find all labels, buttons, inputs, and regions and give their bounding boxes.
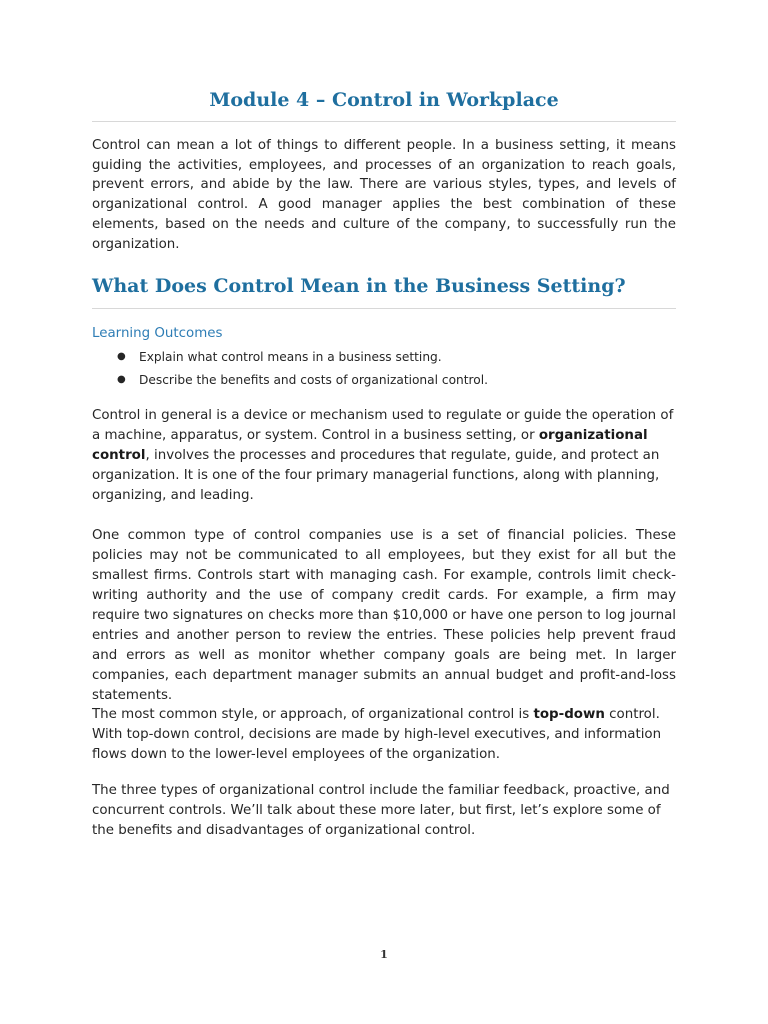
section-divider [92,308,676,309]
learning-outcome-text: Describe the benefits and costs of organizational control. [139,373,489,387]
body-paragraph-top-down [92,705,676,765]
body-paragraph-financial-policies: One common type of control companies use is a set of financial policies. These policies may not be communicated to all employees, but they exist for all but the smallest firms. Controls start with managing cash. For example, controls limit check-writing authority and the use of company credit cards. For example, a firm may require two signatures on checks more than $10,000 or have one person to log journal entries and another person to review the entries. These policies help prevent fraud and errors as well as monitor whether company goals are being met. In larger companies, each department manager submits an annual budget and profit-and-loss statements. [92,528,676,703]
list-item [92,348,676,371]
learning-outcome-text: Explain what control means in a business setting. [139,350,442,364]
section-title: What Does Control Mean in the Business Setting? [92,275,626,297]
list-item [92,371,676,394]
bullet-icon: ● [117,374,126,385]
title-divider [92,121,676,122]
learning-outcomes-heading: Learning Outcomes [92,326,223,341]
body-paragraph-control-types: The three types of organizational control include the familiar feedback, proactive, and concurrent controls. We’ll talk about these more later, but first, let’s explore some of the benefits and disadvantages of organizational control. [92,783,670,838]
intro-paragraph: Control can mean a lot of things to different people. In a business setting, it means guiding the activities, employees, and processes of an organization to reach goals, prevent errors, and abide by the law. There are various styles, types, and levels of organizational control. A good manager applies the best combination of these elements, based on the needs and culture of the company, to successfully run the organization. [92,138,676,252]
module-title: Module 4 – Control in Workplace [209,89,559,111]
bold-term-organizational-control: organizational control [92,428,648,463]
learning-outcomes-list [92,348,676,394]
bullet-icon: ● [117,351,126,362]
body-paragraph-control-definition [92,406,676,506]
paragraph-text: control. With top-down control, decisions are made by high-level executives, and information flows down to the lower-level employees of the organization. [92,707,662,762]
page-number: 1 [380,948,388,961]
paragraph-text: , involves the processes and procedures that regulate, guide, and protect an organization. It is one of the four primary managerial functions, along with planning, organizing, and leading. [92,448,660,503]
paragraph-text: Control in general is a device or mechanism used to regulate or guide the operation of a machine, apparatus, or system. Control in a business setting, or [92,408,674,443]
paragraph-text: The most common style, or approach, of organizational control is [92,707,534,722]
bold-term-top-down: top-down [533,707,605,722]
